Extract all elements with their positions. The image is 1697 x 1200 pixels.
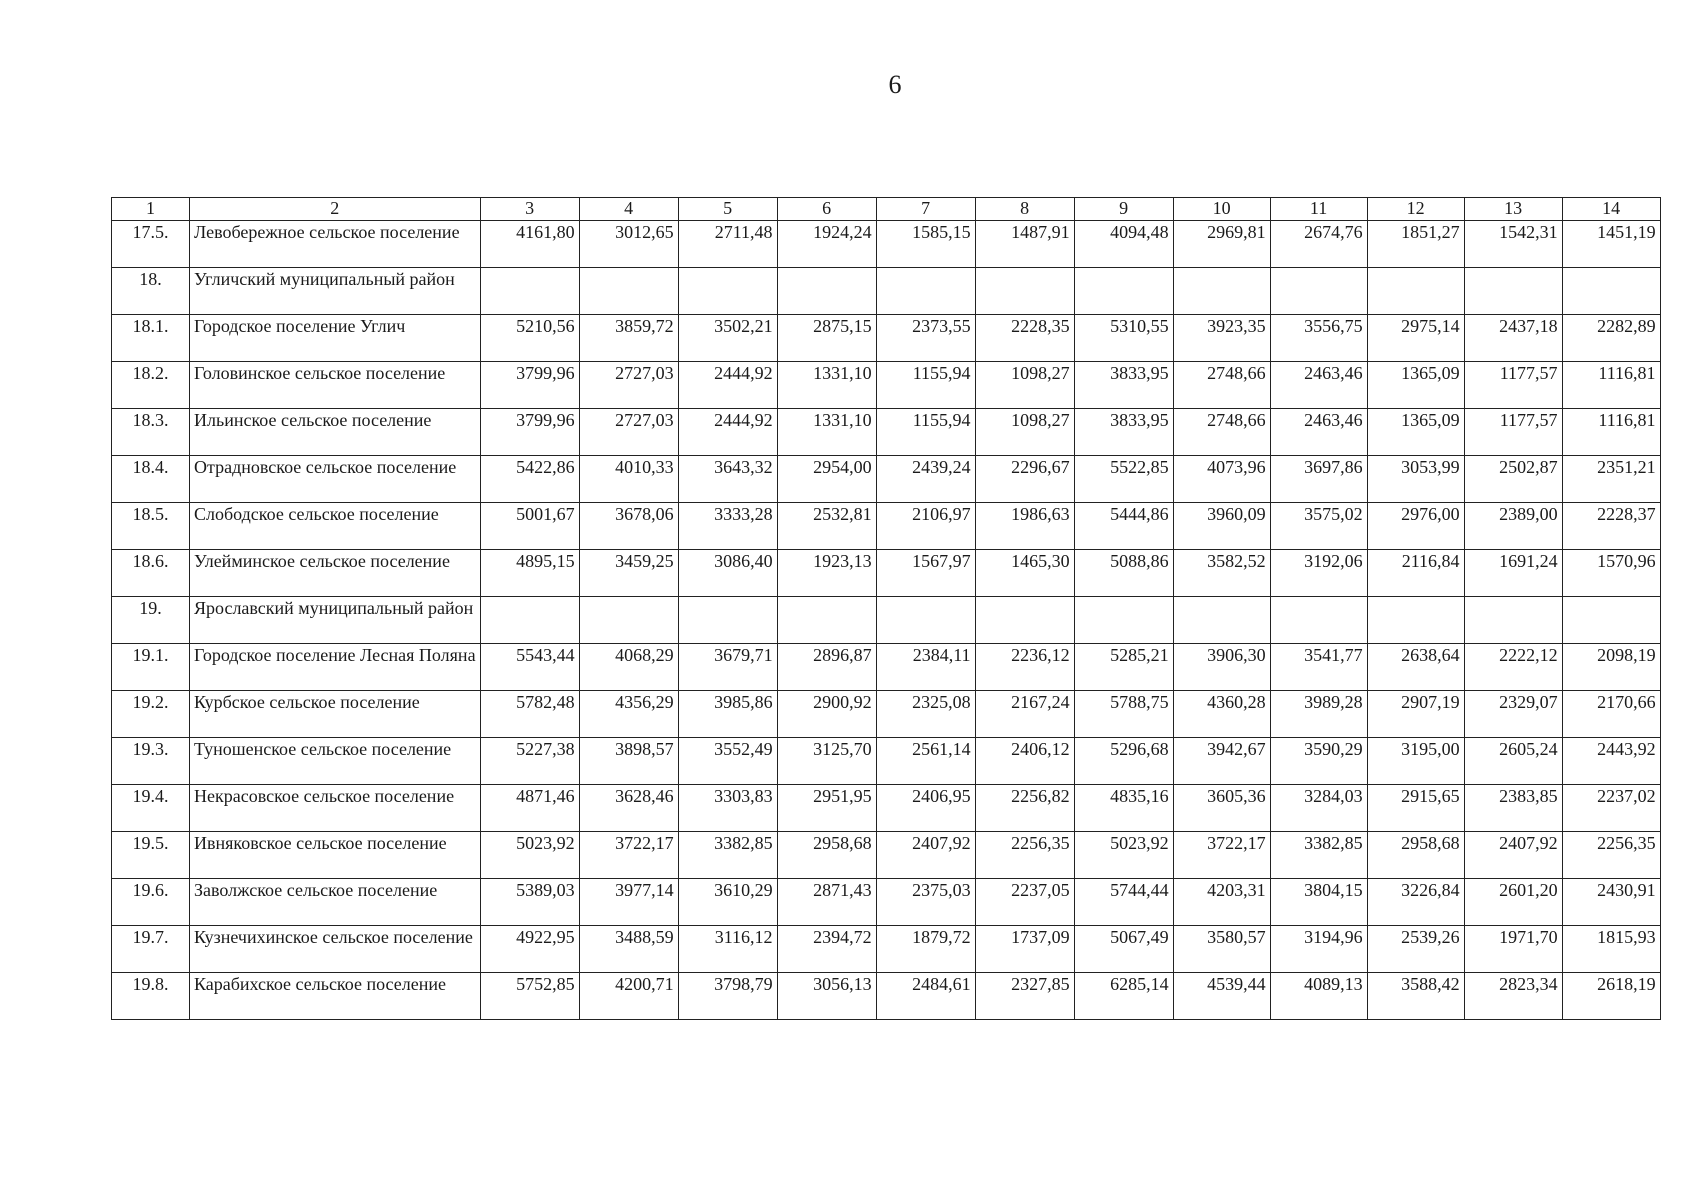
municipality-name-cell: Угличский муниципальный район bbox=[190, 268, 481, 315]
value-cell: 1879,72 bbox=[876, 926, 975, 973]
value-cell: 2407,92 bbox=[876, 832, 975, 879]
value-cell bbox=[1562, 597, 1660, 644]
row-number-cell: 19.8. bbox=[112, 973, 190, 1020]
value-cell: 3125,70 bbox=[777, 738, 876, 785]
value-cell bbox=[1367, 268, 1464, 315]
value-cell: 2389,00 bbox=[1464, 503, 1562, 550]
value-cell: 1924,24 bbox=[777, 221, 876, 268]
value-cell: 2954,00 bbox=[777, 456, 876, 503]
value-cell: 2532,81 bbox=[777, 503, 876, 550]
value-cell: 2236,12 bbox=[975, 644, 1074, 691]
municipality-name-cell: Карабихское сельское поселение bbox=[190, 973, 481, 1020]
value-cell: 2406,95 bbox=[876, 785, 975, 832]
column-header: 5 bbox=[678, 198, 777, 221]
municipality-name-cell: Некрасовское сельское поселение bbox=[190, 785, 481, 832]
value-cell: 3582,52 bbox=[1173, 550, 1270, 597]
value-cell: 3977,14 bbox=[579, 879, 678, 926]
value-cell: 4356,29 bbox=[579, 691, 678, 738]
value-cell: 1851,27 bbox=[1367, 221, 1464, 268]
value-cell: 3799,96 bbox=[480, 409, 579, 456]
value-cell: 1155,94 bbox=[876, 409, 975, 456]
value-cell: 3679,71 bbox=[678, 644, 777, 691]
value-cell: 2539,26 bbox=[1367, 926, 1464, 973]
value-cell: 1331,10 bbox=[777, 362, 876, 409]
value-cell: 1465,30 bbox=[975, 550, 1074, 597]
value-cell: 1585,15 bbox=[876, 221, 975, 268]
value-cell: 3610,29 bbox=[678, 879, 777, 926]
value-cell: 3628,46 bbox=[579, 785, 678, 832]
municipality-name-cell: Улейминское сельское поселение bbox=[190, 550, 481, 597]
value-cell: 2976,00 bbox=[1367, 503, 1464, 550]
page-number: 6 bbox=[888, 70, 902, 99]
value-cell bbox=[1173, 597, 1270, 644]
value-cell: 3906,30 bbox=[1173, 644, 1270, 691]
row-number-cell: 18.1. bbox=[112, 315, 190, 362]
value-cell: 2228,37 bbox=[1562, 503, 1660, 550]
municipality-name-cell: Курбское сельское поселение bbox=[190, 691, 481, 738]
municipality-name-cell: Головинское сельское поселение bbox=[190, 362, 481, 409]
value-cell: 3722,17 bbox=[579, 832, 678, 879]
table-row bbox=[112, 738, 1661, 785]
value-cell: 3194,96 bbox=[1270, 926, 1367, 973]
value-cell: 2711,48 bbox=[678, 221, 777, 268]
value-cell: 2444,92 bbox=[678, 409, 777, 456]
value-cell: 2394,72 bbox=[777, 926, 876, 973]
value-cell: 4094,48 bbox=[1074, 221, 1173, 268]
value-cell: 5023,92 bbox=[480, 832, 579, 879]
value-cell: 1691,24 bbox=[1464, 550, 1562, 597]
value-cell bbox=[975, 268, 1074, 315]
value-cell: 3333,28 bbox=[678, 503, 777, 550]
value-cell: 5444,86 bbox=[1074, 503, 1173, 550]
data-table bbox=[111, 197, 1661, 1020]
value-cell: 4068,29 bbox=[579, 644, 678, 691]
value-cell: 1331,10 bbox=[777, 409, 876, 456]
value-cell bbox=[678, 597, 777, 644]
value-cell: 2256,35 bbox=[1562, 832, 1660, 879]
value-cell: 3303,83 bbox=[678, 785, 777, 832]
value-cell: 3541,77 bbox=[1270, 644, 1367, 691]
table-row bbox=[112, 926, 1661, 973]
row-number-cell: 19.7. bbox=[112, 926, 190, 973]
table-row bbox=[112, 221, 1661, 268]
value-cell: 3960,09 bbox=[1173, 503, 1270, 550]
value-cell: 2900,92 bbox=[777, 691, 876, 738]
value-cell: 1098,27 bbox=[975, 409, 1074, 456]
value-cell: 3898,57 bbox=[579, 738, 678, 785]
value-cell: 5067,49 bbox=[1074, 926, 1173, 973]
value-cell bbox=[579, 597, 678, 644]
value-cell: 5744,44 bbox=[1074, 879, 1173, 926]
table-row bbox=[112, 832, 1661, 879]
value-cell: 3086,40 bbox=[678, 550, 777, 597]
value-cell bbox=[1464, 268, 1562, 315]
value-cell: 1971,70 bbox=[1464, 926, 1562, 973]
value-cell: 2748,66 bbox=[1173, 362, 1270, 409]
value-cell: 3605,36 bbox=[1173, 785, 1270, 832]
value-cell: 2437,18 bbox=[1464, 315, 1562, 362]
value-cell: 4200,71 bbox=[579, 973, 678, 1020]
table-row bbox=[112, 597, 1661, 644]
value-cell: 5001,67 bbox=[480, 503, 579, 550]
value-cell: 1365,09 bbox=[1367, 409, 1464, 456]
row-number-cell: 19.2. bbox=[112, 691, 190, 738]
value-cell: 5788,75 bbox=[1074, 691, 1173, 738]
value-cell: 2325,08 bbox=[876, 691, 975, 738]
value-cell: 2351,21 bbox=[1562, 456, 1660, 503]
row-number-cell: 18.2. bbox=[112, 362, 190, 409]
value-cell: 3804,15 bbox=[1270, 879, 1367, 926]
value-cell: 3833,95 bbox=[1074, 362, 1173, 409]
value-cell: 5782,48 bbox=[480, 691, 579, 738]
municipality-name-cell: Ильинское сельское поселение bbox=[190, 409, 481, 456]
value-cell: 3552,49 bbox=[678, 738, 777, 785]
value-cell: 3588,42 bbox=[1367, 973, 1464, 1020]
table-row bbox=[112, 550, 1661, 597]
value-cell: 5543,44 bbox=[480, 644, 579, 691]
value-cell: 2601,20 bbox=[1464, 879, 1562, 926]
value-cell: 2430,91 bbox=[1562, 879, 1660, 926]
value-cell bbox=[1270, 268, 1367, 315]
value-cell: 5088,86 bbox=[1074, 550, 1173, 597]
value-cell bbox=[1367, 597, 1464, 644]
value-cell: 1365,09 bbox=[1367, 362, 1464, 409]
value-cell: 3195,00 bbox=[1367, 738, 1464, 785]
row-number-cell: 19.4. bbox=[112, 785, 190, 832]
value-cell: 4010,33 bbox=[579, 456, 678, 503]
value-cell: 2228,35 bbox=[975, 315, 1074, 362]
value-cell bbox=[1464, 597, 1562, 644]
value-cell: 1542,31 bbox=[1464, 221, 1562, 268]
value-cell: 3678,06 bbox=[579, 503, 678, 550]
table-row bbox=[112, 362, 1661, 409]
column-header: 6 bbox=[777, 198, 876, 221]
value-cell: 2823,34 bbox=[1464, 973, 1562, 1020]
column-header: 14 bbox=[1562, 198, 1660, 221]
value-cell: 2237,05 bbox=[975, 879, 1074, 926]
table-row bbox=[112, 409, 1661, 456]
value-cell bbox=[777, 268, 876, 315]
value-cell: 2958,68 bbox=[1367, 832, 1464, 879]
value-cell: 2256,82 bbox=[975, 785, 1074, 832]
value-cell: 2439,24 bbox=[876, 456, 975, 503]
value-cell: 2618,19 bbox=[1562, 973, 1660, 1020]
column-header: 8 bbox=[975, 198, 1074, 221]
value-cell bbox=[579, 268, 678, 315]
municipality-name-cell: Ивняковское сельское поселение bbox=[190, 832, 481, 879]
value-cell: 2329,07 bbox=[1464, 691, 1562, 738]
value-cell: 2958,68 bbox=[777, 832, 876, 879]
value-cell: 3722,17 bbox=[1173, 832, 1270, 879]
value-cell: 2502,87 bbox=[1464, 456, 1562, 503]
value-cell bbox=[480, 597, 579, 644]
value-cell: 2407,92 bbox=[1464, 832, 1562, 879]
value-cell: 2875,15 bbox=[777, 315, 876, 362]
value-cell: 1737,09 bbox=[975, 926, 1074, 973]
value-cell: 2256,35 bbox=[975, 832, 1074, 879]
value-cell: 2373,55 bbox=[876, 315, 975, 362]
municipality-name-cell: Левобережное сельское поселение bbox=[190, 221, 481, 268]
value-cell: 4360,28 bbox=[1173, 691, 1270, 738]
value-cell bbox=[1173, 268, 1270, 315]
value-cell bbox=[876, 268, 975, 315]
value-cell: 3923,35 bbox=[1173, 315, 1270, 362]
row-number-cell: 19.5. bbox=[112, 832, 190, 879]
value-cell: 3116,12 bbox=[678, 926, 777, 973]
value-cell: 1451,19 bbox=[1562, 221, 1660, 268]
value-cell: 3192,06 bbox=[1270, 550, 1367, 597]
municipality-name-cell: Кузнечихинское сельское поселение bbox=[190, 926, 481, 973]
value-cell: 4895,15 bbox=[480, 550, 579, 597]
table-row bbox=[112, 268, 1661, 315]
value-cell: 3382,85 bbox=[1270, 832, 1367, 879]
value-cell: 2674,76 bbox=[1270, 221, 1367, 268]
value-cell: 2975,14 bbox=[1367, 315, 1464, 362]
municipality-name-cell: Отрадновское сельское поселение bbox=[190, 456, 481, 503]
value-cell bbox=[1270, 597, 1367, 644]
row-number-cell: 18.5. bbox=[112, 503, 190, 550]
row-number-cell: 19.3. bbox=[112, 738, 190, 785]
value-cell: 2727,03 bbox=[579, 409, 678, 456]
value-cell bbox=[876, 597, 975, 644]
value-cell: 2327,85 bbox=[975, 973, 1074, 1020]
value-cell: 5210,56 bbox=[480, 315, 579, 362]
value-cell: 2463,46 bbox=[1270, 362, 1367, 409]
value-cell: 6285,14 bbox=[1074, 973, 1173, 1020]
table-row bbox=[112, 691, 1661, 738]
value-cell: 2383,85 bbox=[1464, 785, 1562, 832]
table-header-row bbox=[112, 198, 1661, 221]
value-cell: 4203,31 bbox=[1173, 879, 1270, 926]
value-cell: 5023,92 bbox=[1074, 832, 1173, 879]
value-cell bbox=[1562, 268, 1660, 315]
row-number-cell: 17.5. bbox=[112, 221, 190, 268]
value-cell: 3502,21 bbox=[678, 315, 777, 362]
column-header: 3 bbox=[480, 198, 579, 221]
municipality-name-cell: Туношенское сельское поселение bbox=[190, 738, 481, 785]
value-cell: 2969,81 bbox=[1173, 221, 1270, 268]
value-cell: 2748,66 bbox=[1173, 409, 1270, 456]
municipality-name-cell: Городское поселение Лесная Поляна bbox=[190, 644, 481, 691]
column-header: 4 bbox=[579, 198, 678, 221]
value-cell: 2484,61 bbox=[876, 973, 975, 1020]
row-number-cell: 18. bbox=[112, 268, 190, 315]
value-cell: 3575,02 bbox=[1270, 503, 1367, 550]
value-cell: 3799,96 bbox=[480, 362, 579, 409]
value-cell: 3488,59 bbox=[579, 926, 678, 973]
value-cell: 4089,13 bbox=[1270, 973, 1367, 1020]
table-body bbox=[112, 198, 1661, 1020]
value-cell: 2561,14 bbox=[876, 738, 975, 785]
value-cell: 5310,55 bbox=[1074, 315, 1173, 362]
value-cell: 1923,13 bbox=[777, 550, 876, 597]
value-cell: 2463,46 bbox=[1270, 409, 1367, 456]
value-cell: 1155,94 bbox=[876, 362, 975, 409]
row-number-cell: 18.4. bbox=[112, 456, 190, 503]
row-number-cell: 18.3. bbox=[112, 409, 190, 456]
row-number-cell: 18.6. bbox=[112, 550, 190, 597]
value-cell: 2871,43 bbox=[777, 879, 876, 926]
value-cell: 3798,79 bbox=[678, 973, 777, 1020]
value-cell: 2638,64 bbox=[1367, 644, 1464, 691]
value-cell: 3556,75 bbox=[1270, 315, 1367, 362]
value-cell: 2116,84 bbox=[1367, 550, 1464, 597]
value-cell: 2443,92 bbox=[1562, 738, 1660, 785]
value-cell: 1570,96 bbox=[1562, 550, 1660, 597]
column-header: 9 bbox=[1074, 198, 1173, 221]
value-cell: 2384,11 bbox=[876, 644, 975, 691]
row-number-cell: 19.1. bbox=[112, 644, 190, 691]
table-row bbox=[112, 315, 1661, 362]
value-cell: 3989,28 bbox=[1270, 691, 1367, 738]
value-cell bbox=[678, 268, 777, 315]
value-cell: 5522,85 bbox=[1074, 456, 1173, 503]
value-cell: 2915,65 bbox=[1367, 785, 1464, 832]
value-cell: 2098,19 bbox=[1562, 644, 1660, 691]
value-cell: 5389,03 bbox=[480, 879, 579, 926]
value-cell: 3942,67 bbox=[1173, 738, 1270, 785]
value-cell: 3226,84 bbox=[1367, 879, 1464, 926]
value-cell: 1177,57 bbox=[1464, 362, 1562, 409]
value-cell: 4835,16 bbox=[1074, 785, 1173, 832]
column-header: 11 bbox=[1270, 198, 1367, 221]
value-cell: 3580,57 bbox=[1173, 926, 1270, 973]
value-cell: 4161,80 bbox=[480, 221, 579, 268]
value-cell bbox=[1074, 268, 1173, 315]
value-cell: 1986,63 bbox=[975, 503, 1074, 550]
value-cell: 3643,32 bbox=[678, 456, 777, 503]
value-cell: 5285,21 bbox=[1074, 644, 1173, 691]
value-cell: 2167,24 bbox=[975, 691, 1074, 738]
value-cell: 1177,57 bbox=[1464, 409, 1562, 456]
value-cell bbox=[1074, 597, 1173, 644]
table-row bbox=[112, 785, 1661, 832]
value-cell: 2237,02 bbox=[1562, 785, 1660, 832]
value-cell: 5296,68 bbox=[1074, 738, 1173, 785]
value-cell: 4871,46 bbox=[480, 785, 579, 832]
value-cell: 1815,93 bbox=[1562, 926, 1660, 973]
value-cell: 3053,99 bbox=[1367, 456, 1464, 503]
value-cell: 1487,91 bbox=[975, 221, 1074, 268]
row-number-cell: 19.6. bbox=[112, 879, 190, 926]
value-cell: 3590,29 bbox=[1270, 738, 1367, 785]
municipality-name-cell: Слободское сельское поселение bbox=[190, 503, 481, 550]
column-header: 7 bbox=[876, 198, 975, 221]
value-cell: 4073,96 bbox=[1173, 456, 1270, 503]
value-cell: 2444,92 bbox=[678, 362, 777, 409]
value-cell: 2896,87 bbox=[777, 644, 876, 691]
value-cell: 2106,97 bbox=[876, 503, 975, 550]
value-cell: 1116,81 bbox=[1562, 409, 1660, 456]
value-cell: 2296,67 bbox=[975, 456, 1074, 503]
value-cell: 2605,24 bbox=[1464, 738, 1562, 785]
column-header: 2 bbox=[190, 198, 481, 221]
column-header: 1 bbox=[112, 198, 190, 221]
table-row bbox=[112, 973, 1661, 1020]
column-header: 13 bbox=[1464, 198, 1562, 221]
value-cell: 2222,12 bbox=[1464, 644, 1562, 691]
municipality-name-cell: Заволжское сельское поселение bbox=[190, 879, 481, 926]
table-row bbox=[112, 879, 1661, 926]
value-cell: 2406,12 bbox=[975, 738, 1074, 785]
value-cell: 2907,19 bbox=[1367, 691, 1464, 738]
value-cell: 2170,66 bbox=[1562, 691, 1660, 738]
value-cell: 5422,86 bbox=[480, 456, 579, 503]
value-cell: 3012,65 bbox=[579, 221, 678, 268]
column-header: 12 bbox=[1367, 198, 1464, 221]
value-cell: 2951,95 bbox=[777, 785, 876, 832]
value-cell: 3697,86 bbox=[1270, 456, 1367, 503]
municipality-name-cell: Ярославский муниципальный район bbox=[190, 597, 481, 644]
column-header: 10 bbox=[1173, 198, 1270, 221]
value-cell: 2375,03 bbox=[876, 879, 975, 926]
value-cell: 5227,38 bbox=[480, 738, 579, 785]
value-cell: 2282,89 bbox=[1562, 315, 1660, 362]
value-cell: 1567,97 bbox=[876, 550, 975, 597]
value-cell: 3056,13 bbox=[777, 973, 876, 1020]
value-cell: 5752,85 bbox=[480, 973, 579, 1020]
value-cell: 3833,95 bbox=[1074, 409, 1173, 456]
value-cell: 1116,81 bbox=[1562, 362, 1660, 409]
value-cell: 3985,86 bbox=[678, 691, 777, 738]
value-cell: 3382,85 bbox=[678, 832, 777, 879]
row-number-cell: 19. bbox=[112, 597, 190, 644]
value-cell bbox=[777, 597, 876, 644]
table-row bbox=[112, 644, 1661, 691]
table-row bbox=[112, 503, 1661, 550]
value-cell: 4539,44 bbox=[1173, 973, 1270, 1020]
value-cell: 1098,27 bbox=[975, 362, 1074, 409]
value-cell: 2727,03 bbox=[579, 362, 678, 409]
value-cell: 4922,95 bbox=[480, 926, 579, 973]
value-cell bbox=[975, 597, 1074, 644]
value-cell: 3459,25 bbox=[579, 550, 678, 597]
value-cell: 3859,72 bbox=[579, 315, 678, 362]
value-cell: 3284,03 bbox=[1270, 785, 1367, 832]
table-row bbox=[112, 456, 1661, 503]
municipality-name-cell: Городское поселение Углич bbox=[190, 315, 481, 362]
value-cell bbox=[480, 268, 579, 315]
